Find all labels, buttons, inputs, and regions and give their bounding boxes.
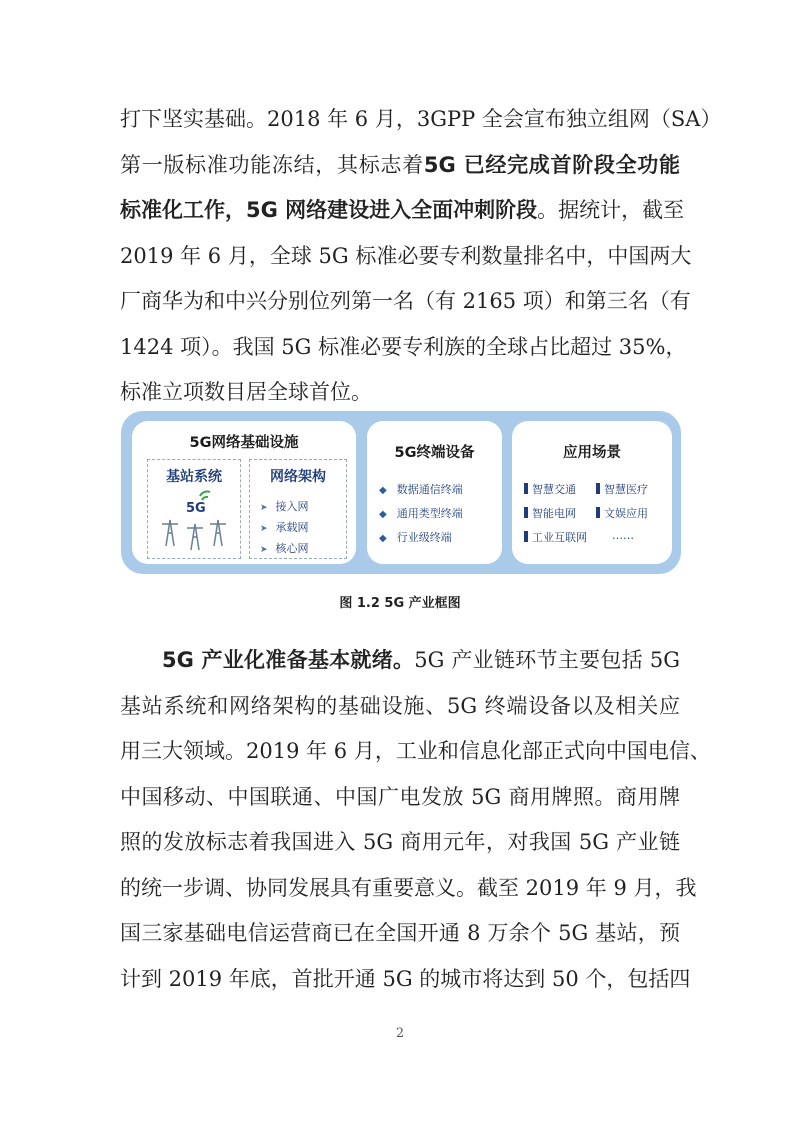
5g-icon-label: 5G xyxy=(186,501,206,516)
bullet-icon xyxy=(524,531,528,542)
network-architecture-title: 网络架构 xyxy=(270,469,326,485)
base-station-box xyxy=(147,459,241,559)
text-line: 2019 年 6 月，全球 5G 标准必要专利数量排名中，中国两大 xyxy=(120,243,692,268)
text-line: 中国移动、中国联通、中国广电发放 5G 商用牌照。商用牌 xyxy=(120,784,680,809)
terminal-item: ◆ 数据通信终端 xyxy=(379,483,463,496)
application-item: 智慧医疗 xyxy=(596,481,648,497)
application-item: 文娱应用 xyxy=(596,505,648,521)
arrow-icon: ➤ xyxy=(260,545,268,555)
infrastructure-panel xyxy=(132,421,356,564)
text-line: 5G 产业化准备基本就绪。5G 产业链环节主要包括 5G xyxy=(162,648,680,672)
application-item: 智慧交通 xyxy=(524,481,576,497)
text-line: 标准化工作，5G 网络建设进入全面冲刺阶段。据统计，截至 xyxy=(120,198,685,222)
text-line: 打下坚实基础。2018 年 6 月，3GPP 全会宣布独立组网（SA） xyxy=(120,107,722,131)
applications-title: 应用场景 xyxy=(563,445,621,461)
text-line: 计到 2019 年底，首批开通 5G 的城市将达到 50 个，包括四 xyxy=(120,966,691,991)
bullet-icon xyxy=(596,507,600,518)
industry-diagram xyxy=(121,411,681,574)
text-line: 国三家基础电信运营商已在全国开通 8 万余个 5G 基站，预 xyxy=(120,921,680,945)
terminal-title: 5G终端设备 xyxy=(394,445,475,461)
paragraph-1 xyxy=(120,97,722,416)
page-number: 2 xyxy=(395,1026,405,1041)
network-architecture-box xyxy=(249,459,347,559)
text-line: 第一版标准功能冻结，其标志着5G 已经完成首阶段全功能 xyxy=(120,152,680,177)
bullet-icon xyxy=(596,483,600,494)
text-line: 的统一步调、协同发展具有重要意义。截至 2019 年 9 月，我 xyxy=(120,875,697,900)
bullet-icon xyxy=(524,507,528,518)
base-station-icon xyxy=(148,486,240,556)
text-line: 用三大领域。2019 年 6 月，工业和信息化部正式向中国电信、 xyxy=(120,739,711,763)
infrastructure-title: 5G网络基础设施 xyxy=(189,435,299,451)
applications-panel xyxy=(512,421,672,564)
bullet-icon xyxy=(524,483,528,494)
terminal-item: ◆ 行业级终端 xyxy=(379,531,452,544)
diamond-icon: ◆ xyxy=(379,485,387,496)
diamond-icon: ◆ xyxy=(379,533,387,544)
bold-phrase: 5G 已经完成首阶段全功能 xyxy=(423,152,680,177)
terminal-item: ◆ 通用类型终端 xyxy=(379,507,463,520)
bold-phrase: 5G 产业化准备基本就绪。 xyxy=(162,648,415,672)
network-item: ➤ 核心网 xyxy=(260,542,309,555)
network-item: ➤ 接入网 xyxy=(260,500,309,513)
text-line: 基站系统和网络架构的基础设施、5G 终端设备以及相关应 xyxy=(120,693,680,718)
application-ellipsis: …… xyxy=(612,529,634,542)
application-item: 智能电网 xyxy=(524,505,576,521)
bold-phrase: 标准化工作，5G 网络建设进入全面冲刺阶段 xyxy=(120,198,538,222)
terminal-panel xyxy=(367,421,502,564)
diamond-icon: ◆ xyxy=(379,509,387,520)
base-station-title: 基站系统 xyxy=(166,469,222,485)
text-line: 1424 项）。我国 5G 标准必要专利族的全球占比超过 35%， xyxy=(120,334,687,359)
text-line: 照的发放标志着我国进入 5G 商用元年，对我国 5G 产业链 xyxy=(120,830,680,854)
text-line: 标准立项数目居全球首位。 xyxy=(120,380,372,404)
text-line: 厂商华为和中兴分别位列第一名（有 2165 项）和第三名（有 xyxy=(120,289,691,313)
arrow-icon: ➤ xyxy=(260,524,268,534)
application-item: 工业互联网 xyxy=(524,529,587,545)
figure-caption: 图 1.2 5G 产业框图 xyxy=(339,596,461,611)
network-item: ➤ 承载网 xyxy=(260,521,309,534)
paragraph-2 xyxy=(120,638,711,1002)
arrow-icon: ➤ xyxy=(260,503,268,513)
